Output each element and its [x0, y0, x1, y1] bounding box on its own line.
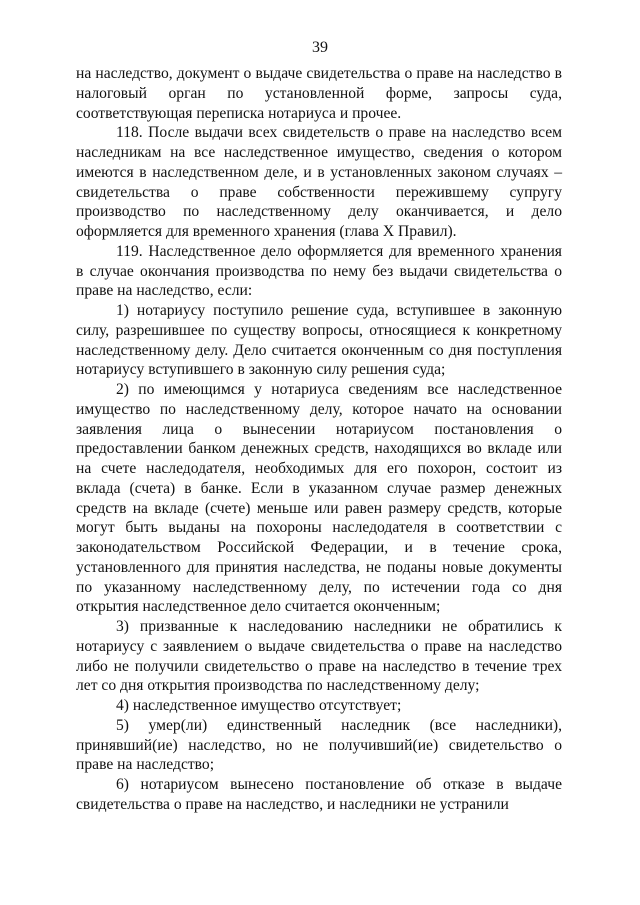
document-body [76, 64, 562, 815]
list-item-1: 1) нотариусу поступило решение суда, вступившее в законную силу, разрешившее по существу вопросы, относящиеся к конкретному наследственному делу. Дело считается оконченным со дня поступления нотариусу вступившего в законную силу решения суда; [76, 302, 562, 379]
list-item-5: 5) умер(ли) единственный наследник (все наследники), принявший(ие) наследство, но не получивший(ие) свидетельство о праве на наследство; [76, 716, 562, 774]
paragraph-118: 118. После выдачи всех свидетельств о праве на наследство всем наследникам на все наследственное имущество, сведения о котором имеются в наследственном деле, и в установленных законом случаях – свидетельства о праве собственности пережившему супругу производство по наследственному делу оканчивается, и дело оформляется для временного хранения (глава X Правил). [76, 124, 562, 240]
paragraph-119: 119. Наследственное дело оформляется для временного хранения в случае окончания производства по нему без выдачи свидетельства о праве на наследство, если: [76, 242, 562, 300]
list-item-4: 4) наследственное имущество отсутствует; [116, 697, 402, 714]
list-item-2: 2) по имеющимся у нотариуса сведениям все наследственное имущество по наследственному делу, которое начато на основании заявления лица о вынесении нотариусом постановления о предоставлении банком денежных средств, находящихся во вкладе или на счете наследодателя, необходимых для его похорон, состоит из вклада (счета) в банке. Если в указанном случае размер денежных средств на вкладе (счете) меньше или равен размеру средств, которые могут быть выданы на похороны наследодателя в соответствии с законодательством Российской Федерации, и в течение срока, установленного для принятия наследства, не поданы новые документы по указанному наследственному делу, по истечении года со дня открытия наследственное дело считается оконченным; [76, 381, 562, 616]
list-item-6: 6) нотариусом вынесено постановление об отказе в выдаче свидетельства о праве на наследство, и наследники не устранили [76, 776, 562, 813]
paragraph-continuation: на наследство, документ о выдаче свидетельства о праве на наследство в налоговый орган по установленной форме, запросы суда, соответствующая переписка нотариуса и прочее. [76, 65, 562, 122]
page-number: 39 [312, 39, 328, 56]
list-item-3: 3) призванные к наследованию наследники не обратились к нотариусу с заявлением о выдаче свидетельства о праве на наследство либо не получили свидетельство о праве на наследство в течение трех лет со дня открытия производства по наследственному делу; [76, 618, 562, 695]
